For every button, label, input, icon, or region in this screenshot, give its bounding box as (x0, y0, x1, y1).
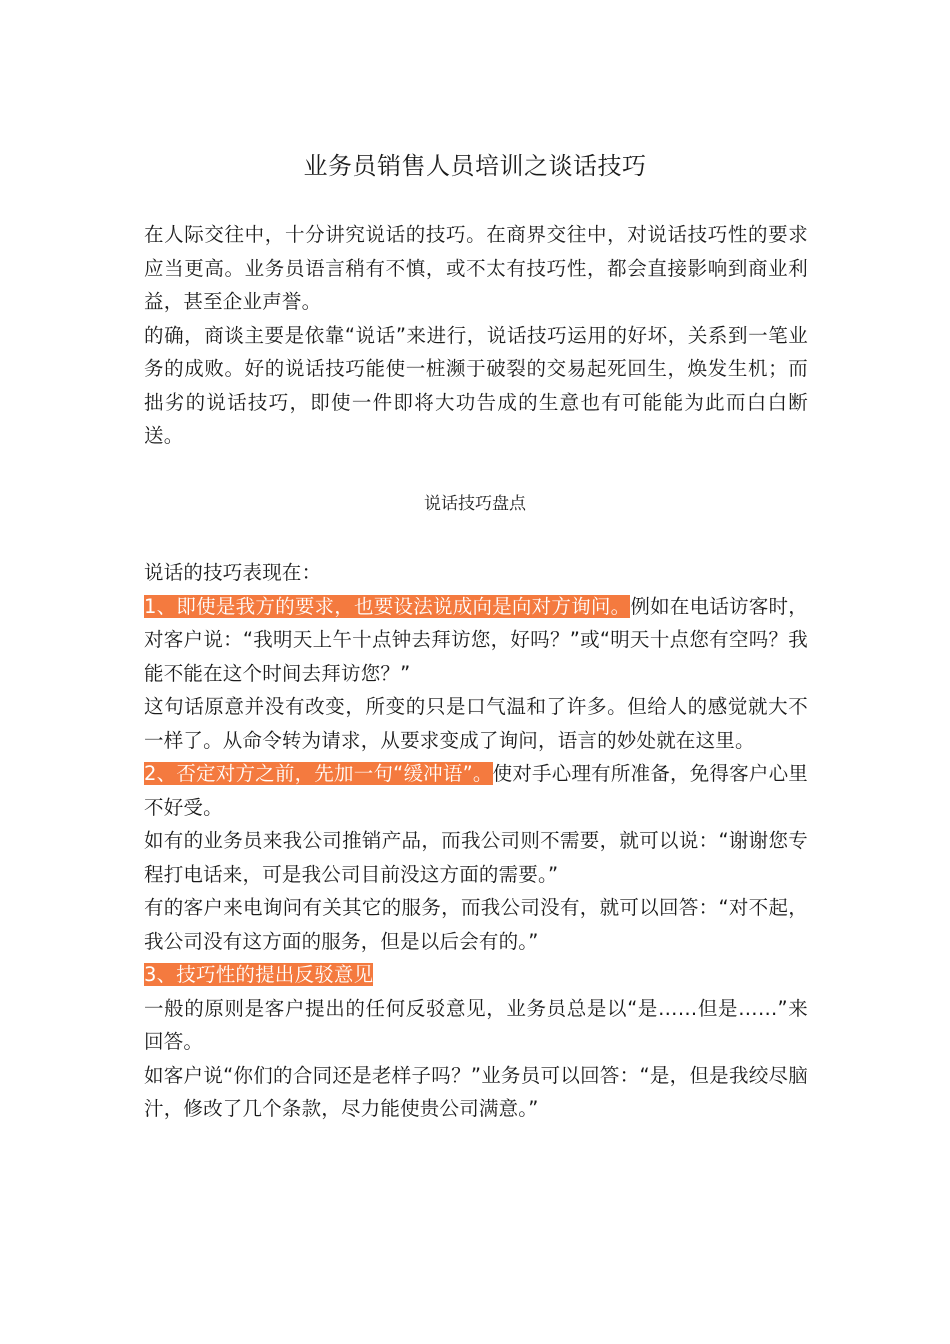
tip-3-paragraph (144, 958, 808, 992)
document-title: 业务员销售人员培训之谈话技巧 (303, 152, 647, 180)
tip-3-example: 如客户说“你们的合同还是老样子吗？”业务员可以回答：“是，但是我绞尽脑汁，修改了几个条款，尽力能使贵公司满意。” (144, 1063, 808, 1120)
tip-3-text: 一般的原则是客户提出的任何反驳意见，业务员总是以“是……但是……”来回答。 (144, 996, 808, 1053)
tip-2-example-2: 有的客户来电询问有关其它的服务，而我公司没有，就可以回答：“对不起，我公司没有这方面的服务，但是以后会有的。” (144, 896, 808, 953)
tip-1-heading: 1、即使是我方的要求，也要设法说成向是向对方询问。 (144, 594, 631, 618)
tip-3-heading: 3、技巧性的提出反驳意见 (144, 963, 374, 986)
tip-1-text: 例如在电话访客时，对客户说：“我明天上午十点钟去拜访您，好吗？”或“明天十点您有空吗？我能不能在这个时间去拜访您？” (144, 594, 808, 685)
intro-section (144, 218, 808, 453)
intro-paragraph-2: 的确，商谈主要是依靠“说话”来进行，说话技巧运用的好坏，关系到一笔业务的成败。好的说话技巧能使一桩濒于破裂的交易起死回生，焕发生机；而拙劣的说话技巧，即使一件即将大功告成的生意也有可能能为此而白白断送。 (144, 323, 808, 447)
tips-section (144, 556, 808, 1126)
tips-lead: 说话的技巧表现在： (144, 561, 322, 584)
tip-1-note: 这句话原意并没有改变，所变的只是口气温和了许多。但给人的感觉就大不一样了。从命令转为请求，从要求变成了询问，语言的妙处就在这里。 (144, 695, 808, 752)
section-title: 说话技巧盘点 (424, 494, 526, 514)
tip-2-text: 使对手心理有所准备，免得客户心里不好受。 (144, 762, 808, 819)
tip-2-example-1: 如有的业务员来我公司推销产品，而我公司则不需要，就可以说：“谢谢您专程打电话来，可是我公司目前没这方面的需要。” (144, 829, 808, 886)
tip-2-heading: 2、否定对方之前，先加一句“缓冲语”。 (144, 762, 493, 785)
tip-1-paragraph (144, 590, 808, 691)
intro-paragraph-1: 在人际交往中，十分讲究说话的技巧。在商界交往中，对说话技巧性的要求应当更高。业务员语言稍有不慎，或不太有技巧性，都会直接影响到商业利益，甚至企业声誉。 (144, 223, 808, 313)
tip-2-paragraph (144, 757, 808, 824)
